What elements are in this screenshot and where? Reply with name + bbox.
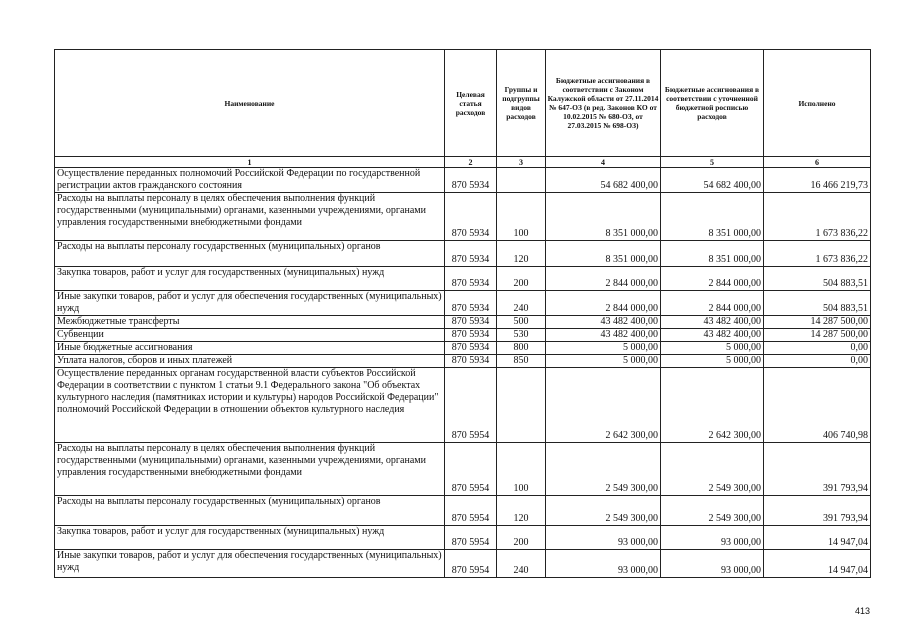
row-refined: 5 000,00 [661,355,764,368]
row-name: Межбюджетные трансферты [55,316,445,329]
row-approved: 93 000,00 [546,526,661,550]
row-executed: 0,00 [764,355,871,368]
row-approved: 5 000,00 [546,342,661,355]
row-expense-group: 200 [497,526,546,550]
row-approved: 54 682 400,00 [546,168,661,193]
row-name: Субвенции [55,329,445,342]
page-number: 413 [855,606,871,616]
row-target-article: 870 5934 [445,267,497,291]
row-approved: 2 549 300,00 [546,496,661,526]
column-number-row [55,157,871,168]
column-number: 4 [546,157,661,168]
header-executed: Исполнено [764,50,871,157]
row-refined: 2 844 000,00 [661,267,764,291]
row-approved: 2 549 300,00 [546,443,661,496]
budget-execution-table [54,49,871,578]
row-refined: 5 000,00 [661,342,764,355]
row-executed: 0,00 [764,342,871,355]
row-refined: 2 642 300,00 [661,368,764,443]
row-name: Осуществление переданных полномочий Российской Федерации по государственной регистрации актов гражданского состояния [55,168,445,193]
row-target-article: 870 5954 [445,550,497,578]
row-approved: 5 000,00 [546,355,661,368]
table-row [55,355,871,368]
row-executed: 1 673 836,22 [764,241,871,267]
column-number: 3 [497,157,546,168]
row-refined: 8 351 000,00 [661,241,764,267]
row-target-article: 870 5934 [445,168,497,193]
table-row [55,316,871,329]
column-number: 2 [445,157,497,168]
row-approved: 93 000,00 [546,550,661,578]
row-expense-group: 530 [497,329,546,342]
header-approved-allocations: Бюджетные ассигнования в соответствии с Законом Калужской области от 27.11.2014 № 647-ОЗ (в ред. Законов КО от 10.02.2015 № 680-ОЗ, от 27.03.2015 № 698-ОЗ) [546,50,661,157]
row-refined: 2 844 000,00 [661,291,764,316]
row-target-article: 870 5934 [445,316,497,329]
row-refined: 93 000,00 [661,550,764,578]
header-name: Наименование [55,50,445,157]
row-refined: 43 482 400,00 [661,329,764,342]
row-expense-group: 200 [497,267,546,291]
row-target-article: 870 5934 [445,329,497,342]
row-executed: 14 287 500,00 [764,329,871,342]
row-expense-group: 120 [497,241,546,267]
row-approved: 2 844 000,00 [546,267,661,291]
row-name: Расходы на выплаты персоналу государственных (муниципальных) органов [55,496,445,526]
row-expense-group: 800 [497,342,546,355]
row-target-article: 870 5934 [445,291,497,316]
row-refined: 54 682 400,00 [661,168,764,193]
row-expense-group [497,168,546,193]
row-refined: 8 351 000,00 [661,193,764,241]
row-approved: 2 642 300,00 [546,368,661,443]
row-executed: 1 673 836,22 [764,193,871,241]
table-row [55,526,871,550]
row-target-article: 870 5934 [445,241,497,267]
row-approved: 43 482 400,00 [546,316,661,329]
row-name: Осуществление переданных органам государственной власти субъектов Российской Федерации в соответствии с пунктом 1 статьи 9.1 Федерального закона "Об объектах культурного наследия (памятниках истории и культуры) народов Российской Федерации" полномочий Российской Федерации в отношении объектов культурного наследия [55,368,445,443]
row-approved: 2 844 000,00 [546,291,661,316]
table-row [55,496,871,526]
row-approved: 8 351 000,00 [546,241,661,267]
row-target-article: 870 5954 [445,368,497,443]
row-target-article: 870 5954 [445,443,497,496]
table-row [55,291,871,316]
header-expense-group: Группы и подгруппы видов расходов [497,50,546,157]
row-expense-group: 500 [497,316,546,329]
row-expense-group [497,368,546,443]
row-expense-group: 850 [497,355,546,368]
row-refined: 2 549 300,00 [661,443,764,496]
row-executed: 504 883,51 [764,291,871,316]
row-target-article: 870 5934 [445,355,497,368]
header-refined-allocations: Бюджетные ассигнования в соответствии с уточненной бюджетной росписью расходов [661,50,764,157]
row-name: Закупка товаров, работ и услуг для государственных (муниципальных) нужд [55,526,445,550]
table-row [55,443,871,496]
row-name: Иные бюджетные ассигнования [55,342,445,355]
row-refined: 2 549 300,00 [661,496,764,526]
table-row [55,168,871,193]
row-executed: 504 883,51 [764,267,871,291]
row-target-article: 870 5954 [445,526,497,550]
row-name: Иные закупки товаров, работ и услуг для обеспечения государственных (муниципальных) нужд [55,291,445,316]
row-approved: 43 482 400,00 [546,329,661,342]
row-name: Расходы на выплаты персоналу государственных (муниципальных) органов [55,241,445,267]
table-row [55,368,871,443]
row-executed: 391 793,94 [764,496,871,526]
row-executed: 16 466 219,73 [764,168,871,193]
row-executed: 406 740,98 [764,368,871,443]
row-expense-group: 240 [497,291,546,316]
row-expense-group: 120 [497,496,546,526]
row-refined: 43 482 400,00 [661,316,764,329]
column-number: 1 [55,157,445,168]
row-name: Расходы на выплаты персоналу в целях обеспечения выполнения функций государственными (муниципальными) органами, казенными учреждениями, органами управления государственными внебюджетными фондами [55,443,445,496]
row-name: Закупка товаров, работ и услуг для государственных (муниципальных) нужд [55,267,445,291]
header-row [55,50,871,157]
table-row [55,342,871,355]
table-row [55,193,871,241]
column-number: 5 [661,157,764,168]
table-row [55,267,871,291]
row-executed: 14 947,04 [764,526,871,550]
row-name: Иные закупки товаров, работ и услуг для обеспечения государственных (муниципальных) нужд [55,550,445,578]
row-name: Уплата налогов, сборов и иных платежей [55,355,445,368]
row-approved: 8 351 000,00 [546,193,661,241]
table-row [55,550,871,578]
row-expense-group: 240 [497,550,546,578]
row-target-article: 870 5934 [445,342,497,355]
row-expense-group: 100 [497,443,546,496]
row-name: Расходы на выплаты персоналу в целях обеспечения выполнения функций государственными (муниципальными) органами, казенными учреждениями, органами управления государственными внебюджетными фондами [55,193,445,241]
row-refined: 93 000,00 [661,526,764,550]
column-number: 6 [764,157,871,168]
row-executed: 391 793,94 [764,443,871,496]
row-executed: 14 287 500,00 [764,316,871,329]
row-expense-group: 100 [497,193,546,241]
table-row [55,329,871,342]
row-target-article: 870 5954 [445,496,497,526]
table-row [55,241,871,267]
header-target-article: Целевая статья расходов [445,50,497,157]
row-executed: 14 947,04 [764,550,871,578]
row-target-article: 870 5934 [445,193,497,241]
